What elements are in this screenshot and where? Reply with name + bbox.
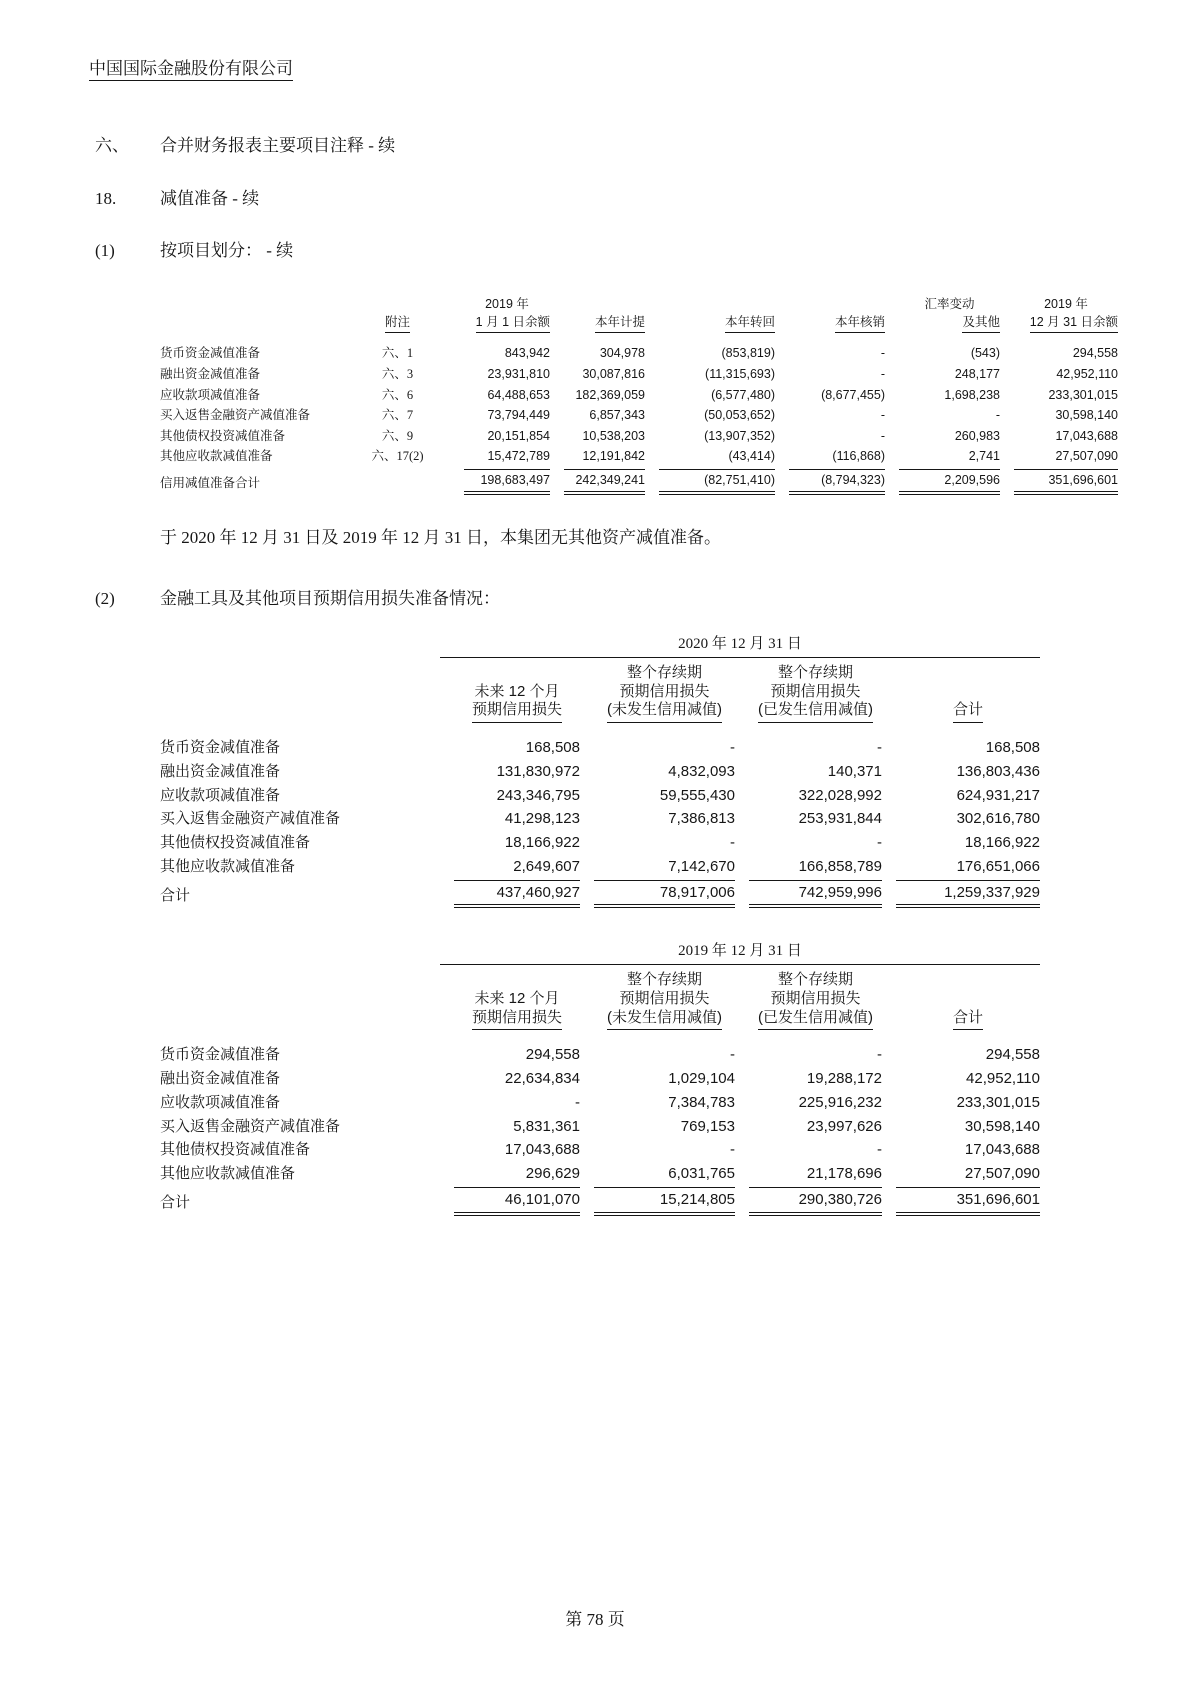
ecl-2020-date-header: 2020 年 12 月 31 日 xyxy=(440,635,1040,658)
section-18-heading xyxy=(95,188,1190,209)
col-lifetime-not-impaired: 整个存续期 预期信用损失 (未发生信用减值) xyxy=(580,965,735,1030)
table1-header-row xyxy=(160,313,1118,334)
table-row: 货币资金减值准备 六、1 843,942 304,978 (853,819) - (543) 294,558 xyxy=(160,346,1118,361)
col-fx-other: 及其他 xyxy=(885,313,1000,334)
ecl-2020-header-row xyxy=(160,658,1040,723)
col-total: 合计 xyxy=(882,965,1040,1030)
table1-header-top-row xyxy=(160,295,1118,313)
table-row: 应收款项减值准备 - 7,384,783 225,916,232 233,301,015 xyxy=(160,1093,1040,1111)
table-row: 其他债权投资减值准备 17,043,688 - - 17,043,688 xyxy=(160,1141,1040,1159)
col-closing-balance: 12 月 31 日余额 xyxy=(1000,313,1118,334)
section-6-heading xyxy=(95,135,1190,156)
table-row: 货币资金减值准备 168,508 - - 168,508 xyxy=(160,739,1040,757)
ecl-2019-date-header: 2019 年 12 月 31 日 xyxy=(440,942,1040,965)
col-lifetime-impaired: 整个存续期 预期信用损失 (已发生信用减值) xyxy=(735,658,882,723)
table-row: 应收款项减值准备 六、6 64,488,653 182,369,059 (6,577,480) (8,677,455) 1,698,238 233,301,015 xyxy=(160,387,1118,402)
subsection-2-title: 金融工具及其他项目预期信用损失准备情况： xyxy=(160,588,500,608)
subsection-2-heading xyxy=(95,588,1190,609)
col-fx-top: 汇率变动 xyxy=(924,297,975,311)
subsection-2-number: (2) xyxy=(95,588,115,608)
table-total-row: 合计 46,101,070 15,214,805 290,380,726 351,696,601 xyxy=(160,1185,1040,1216)
ecl-2019-table xyxy=(160,965,1040,1216)
page-number: 第 78 页 xyxy=(565,1609,625,1629)
col-note: 附注 xyxy=(345,313,450,334)
section-6-number: 六、 xyxy=(95,136,129,156)
table-row: 其他应收款减值准备 296,629 6,031,765 21,178,696 27,507,090 xyxy=(160,1165,1040,1183)
col-opening-balance: 1 月 1 日余额 xyxy=(450,313,550,334)
section-18-title: 减值准备 - 续 xyxy=(160,188,260,208)
section-6-title: 合并财务报表主要项目注释 - 续 xyxy=(160,136,396,156)
table-row: 买入返售金融资产减值准备 5,831,361 769,153 23,997,626 30,598,140 xyxy=(160,1117,1040,1135)
col-writeoff: 本年核销 xyxy=(775,313,885,334)
col-12m-ecl: 未来 12 个月 预期信用损失 xyxy=(440,965,580,1030)
table-row: 融出资金减值准备 六、3 23,931,810 30,087,816 (11,315,693) - 248,177 42,952,110 xyxy=(160,366,1118,381)
table-row: 货币资金减值准备 294,558 - - 294,558 xyxy=(160,1046,1040,1064)
subsection-1-number: (1) xyxy=(95,240,115,260)
col-12m-ecl: 未来 12 个月 预期信用损失 xyxy=(440,658,580,723)
ecl-2019-section xyxy=(160,942,1040,1215)
table-row: 其他债权投资减值准备 18,166,922 - - 18,166,922 xyxy=(160,834,1040,852)
col-closing-year: 2019 年 xyxy=(1044,297,1088,311)
table-row: 其他应收款减值准备 六、17(2) 15,472,789 12,191,842 (43,414) (116,868) 2,741 27,507,090 xyxy=(160,449,1118,464)
ecl-2020-section xyxy=(160,635,1040,908)
table-row: 买入返售金融资产减值准备 六、7 73,794,449 6,857,343 (50,053,652) - - 30,598,140 xyxy=(160,408,1118,423)
col-provision: 本年计提 xyxy=(550,313,645,334)
col-total: 合计 xyxy=(882,658,1040,723)
col-lifetime-not-impaired: 整个存续期 预期信用损失 (未发生信用减值) xyxy=(580,658,735,723)
company-name: 中国国际金融股份有限公司 xyxy=(89,58,293,81)
col-lifetime-impaired: 整个存续期 预期信用损失 (已发生信用减值) xyxy=(735,965,882,1030)
table-total-row: 信用减值准备合计 198,683,497 242,349,241 (82,751,410) (8,794,323) 2,209,596 351,696,601 xyxy=(160,466,1118,495)
table-row: 融出资金减值准备 22,634,834 1,029,104 19,288,172 42,952,110 xyxy=(160,1070,1040,1088)
subsection-1-heading xyxy=(95,240,1190,261)
subsection-1-title: 按项目划分： - 续 xyxy=(160,240,294,260)
impairment-by-item-table xyxy=(160,295,1118,495)
no-other-impairment-note: 于 2020 年 12 月 31 日及 2019 年 12 月 31 日，本集团无其他资产减值准备。 xyxy=(160,527,721,547)
table-row: 其他应收款减值准备 2,649,607 7,142,670 166,858,789 176,651,066 xyxy=(160,857,1040,875)
col-opening-year: 2019 年 xyxy=(485,297,529,311)
ecl-2020-table xyxy=(160,658,1040,909)
table-row: 应收款项减值准备 243,346,795 59,555,430 322,028,992 624,931,217 xyxy=(160,786,1040,804)
table-total-row: 合计 437,460,927 78,917,006 742,959,996 1,259,337,929 xyxy=(160,878,1040,909)
ecl-2019-header-row xyxy=(160,965,1040,1030)
table-row: 买入返售金融资产减值准备 41,298,123 7,386,813 253,931,844 302,616,780 xyxy=(160,810,1040,828)
table-row: 其他债权投资减值准备 六、9 20,151,854 10,538,203 (13,907,352) - 260,983 17,043,688 xyxy=(160,428,1118,443)
col-reversal: 本年转回 xyxy=(645,313,775,334)
section-18-number: 18. xyxy=(95,188,117,208)
table-row: 融出资金减值准备 131,830,972 4,832,093 140,371 136,803,436 xyxy=(160,762,1040,780)
